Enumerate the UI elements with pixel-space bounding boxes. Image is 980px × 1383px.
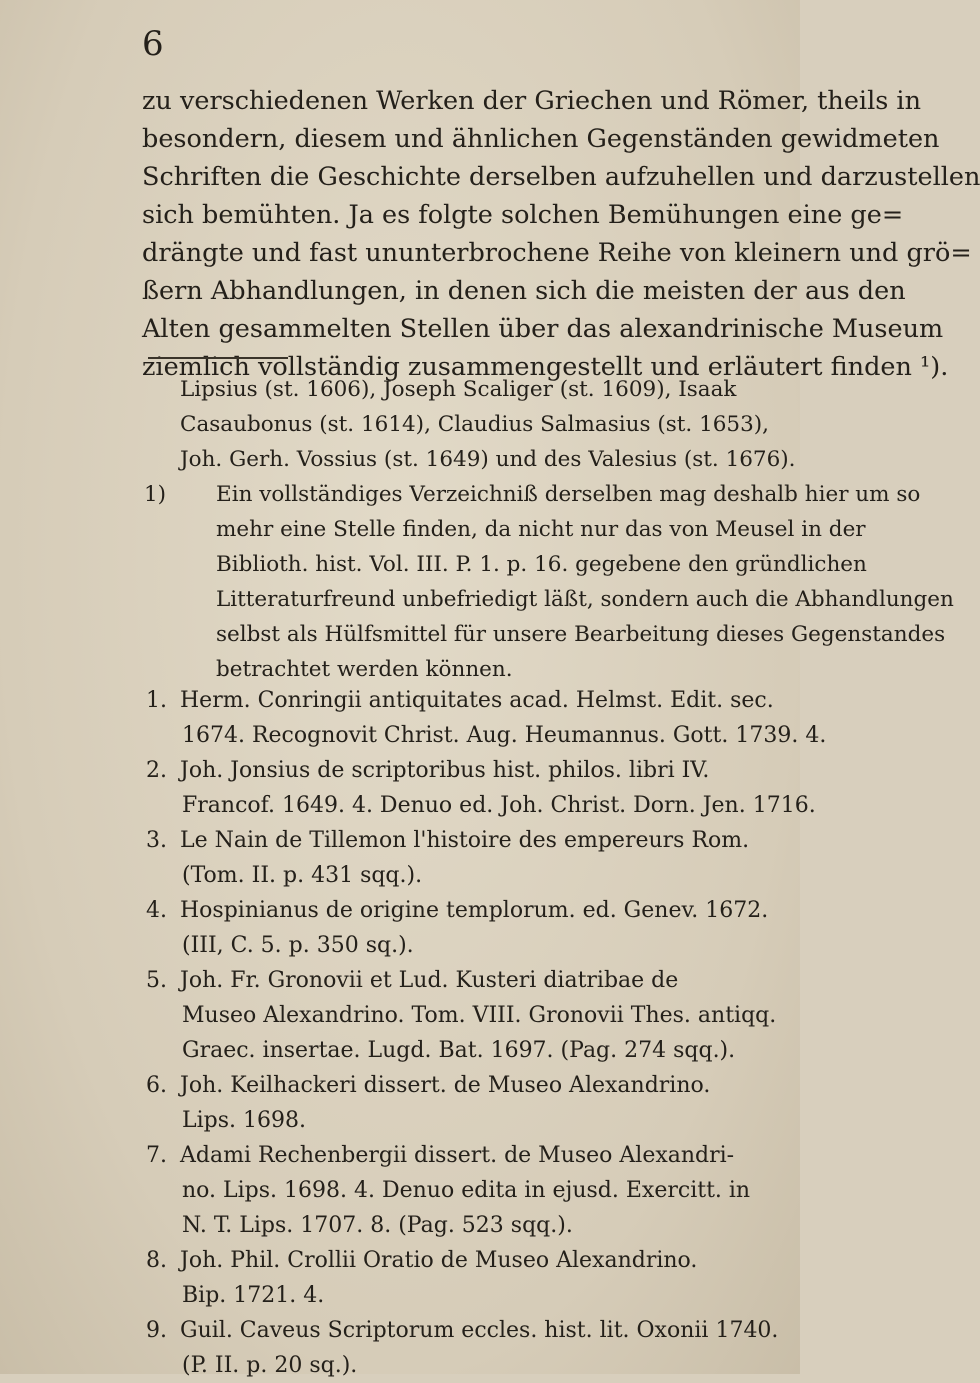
reference-number: 2. xyxy=(146,758,167,783)
reference-line: Bip. 1721. 4. xyxy=(182,1283,325,1308)
reference-line: Joh. Phil. Crollii Oratio de Museo Alexandrino. xyxy=(180,1248,698,1273)
reference-list xyxy=(146,683,827,1383)
footnote-line: Ein vollständiges Verzeichniß derselben mag deshalb hier um so xyxy=(216,482,921,507)
reference-line: Francof. 1649. 4. Denuo ed. Joh. Christ. Dorn. Jen. 1716. xyxy=(182,793,816,818)
reference-line: N. T. Lips. 1707. 8. (Pag. 523 sqq.). xyxy=(182,1213,573,1238)
text-line: Schriften die Geschichte derselben aufzuhellen und darzustellen xyxy=(142,162,980,192)
reference-number: 4. xyxy=(146,898,167,923)
footnote-line: Casaubonus (st. 1614), Claudius Salmasius (st. 1653), xyxy=(180,412,770,437)
footnote-line: Lipsius (st. 1606), Joseph Scaliger (st. 1609), Isaak xyxy=(180,377,737,402)
footnote-continuation xyxy=(144,372,796,477)
text-line: Alten gesammelten Stellen über das alexandrinische Museum xyxy=(142,314,944,344)
reference-line: Lips. 1698. xyxy=(182,1108,306,1133)
text-line: ßern Abhandlungen, in denen sich die meisten der aus den xyxy=(142,276,906,306)
reference-line: (Tom. II. p. 431 sqq.). xyxy=(182,863,423,888)
footnote-marker: 1) xyxy=(144,482,167,507)
reference-number: 6. xyxy=(146,1073,167,1098)
page-number: 6 xyxy=(142,24,164,64)
footnote-divider xyxy=(148,357,288,359)
reference-line: Hospinianus de origine templorum. ed. Genev. 1672. xyxy=(180,898,769,923)
reference-item xyxy=(146,683,827,753)
reference-item xyxy=(146,1243,786,1313)
reference-line: Museo Alexandrino. Tom. VIII. Gronovii Thes. antiqq. xyxy=(182,1003,777,1028)
reference-number: 3. xyxy=(146,828,167,853)
reference-line: Guil. Caveus Scriptorum eccles. hist. lit. Oxonii 1740. xyxy=(180,1318,779,1343)
reference-number: 8. xyxy=(146,1248,167,1273)
text-line: sich bemühten. Ja es folgte solchen Bemühungen eine ge= xyxy=(142,200,904,230)
reference-line: Joh. Fr. Gronovii et Lud. Kusteri diatribae de xyxy=(180,968,679,993)
footnote-line: selbst als Hülfsmittel für unsere Bearbeitung dieses Gegenstandes xyxy=(216,622,946,647)
reference-number: 5. xyxy=(146,968,167,993)
reference-line: no. Lips. 1698. 4. Denuo edita in ejusd. Exercitt. in xyxy=(182,1178,751,1203)
reference-item xyxy=(146,1313,786,1383)
reference-line: 1674. Recognovit Christ. Aug. Heumannus. Gott. 1739. 4. xyxy=(182,723,827,748)
reference-number: 1. xyxy=(146,688,167,713)
footnote-line: Litteraturfreund unbefriedigt läßt, sondern auch die Abhandlungen xyxy=(216,587,954,612)
text-line: drängte und fast ununterbrochene Reihe von kleinern und grö= xyxy=(142,238,972,268)
reference-line: Joh. Jonsius de scriptoribus hist. philos. libri IV. xyxy=(180,758,710,783)
reference-line: (III, C. 5. p. 350 sq.). xyxy=(182,933,414,958)
reference-item xyxy=(146,1068,786,1138)
footnote-line: Biblioth. hist. Vol. III. P. 1. p. 16. gegebene den gründlichen xyxy=(216,552,867,577)
footnote-line: Joh. Gerh. Vossius (st. 1649) und des Valesius (st. 1676). xyxy=(180,447,796,472)
reference-item xyxy=(146,823,786,893)
reference-item xyxy=(146,893,786,963)
footnote-1 xyxy=(144,477,954,687)
text-line: ziemlich vollständig zusammengestellt und erläutert finden ¹). xyxy=(142,352,949,382)
footnote-line: betrachtet werden können. xyxy=(216,657,513,682)
reference-number: 9. xyxy=(146,1318,167,1343)
reference-item xyxy=(146,963,786,1068)
reference-item xyxy=(146,1138,786,1243)
footnote-line: mehr eine Stelle finden, da nicht nur das von Meusel in der xyxy=(216,517,866,542)
text-line: zu verschiedenen Werken der Griechen und Römer, theils in xyxy=(142,86,922,116)
reference-line: Herm. Conringii antiquitates acad. Helmst. Edit. sec. xyxy=(180,688,774,713)
text-line: besondern, diesem und ähnlichen Gegenständen gewidmeten xyxy=(142,124,940,154)
reference-number: 7. xyxy=(146,1143,167,1168)
reference-item xyxy=(146,753,816,823)
reference-line: Adami Rechenbergii dissert. de Museo Alexandri- xyxy=(180,1143,735,1168)
reference-line: (P. II. p. 20 sq.). xyxy=(182,1353,358,1378)
reference-line: Graec. insertae. Lugd. Bat. 1697. (Pag. 274 sqq.). xyxy=(182,1038,736,1063)
reference-line: Joh. Keilhackeri dissert. de Museo Alexandrino. xyxy=(180,1073,711,1098)
main-text xyxy=(142,82,980,386)
reference-line: Le Nain de Tillemon l'histoire des empereurs Rom. xyxy=(180,828,750,853)
